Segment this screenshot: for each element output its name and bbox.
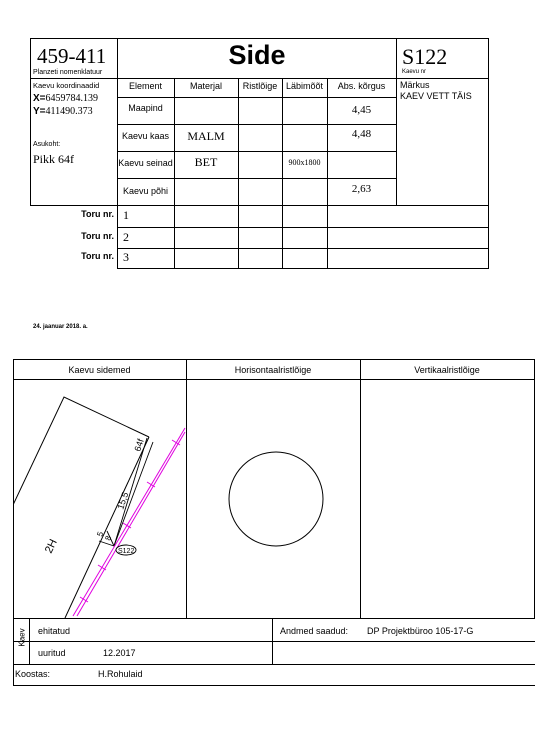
well-connections-sketch (13, 380, 186, 618)
well-tag: S122 (118, 548, 135, 555)
y-value: 411490.373 (45, 106, 93, 117)
surveyed-label: uuritud (38, 648, 66, 658)
x-prefix: X= (33, 93, 46, 104)
notes-label: Märkus (400, 80, 430, 90)
connection-lines (99, 438, 153, 546)
pipe-accent-line (73, 428, 185, 616)
col-cross-section: Ristlõige (242, 81, 278, 91)
col-horizontal-section: Horisontaalristlõige (234, 365, 312, 375)
col-well-connections: Kaevu sidemed (68, 365, 131, 375)
row-element: Kaevu põhi (122, 186, 169, 196)
date: 24. jaanuar 2018. a. (33, 324, 88, 330)
row-element: Kaevu kaas (121, 131, 170, 141)
x-coordinate (33, 93, 98, 104)
row-height: 4,45 (351, 104, 372, 116)
col-element: Element (128, 81, 163, 91)
label-2h: 2H (42, 537, 60, 556)
pipe-label: Toru nr. (81, 209, 114, 219)
location-value: Pikk 64f (33, 152, 75, 166)
page-title: Side (228, 40, 286, 70)
row-element: Kaevu seinad (118, 158, 173, 168)
row-diameter: 900x1800 (288, 158, 321, 167)
col-abs-height: Abs. kõrgus (337, 81, 386, 91)
data-source-label: Andmed saadud: (280, 626, 349, 636)
data-source-value: DP Projektbüroo 105-17-G (367, 626, 474, 636)
well-id-label: Kaevu nr (402, 69, 427, 75)
well-circle (229, 452, 323, 546)
location-label: Asukoht: (33, 141, 61, 148)
row-height: 4,48 (351, 128, 372, 140)
row-material: MALM (187, 129, 225, 143)
dimension-64f: 64f (132, 437, 146, 453)
y-coordinate (33, 106, 93, 117)
nomenclature-number: 459-411 (37, 44, 107, 68)
coords-label: Kaevu koordinaadid (33, 81, 100, 90)
row-height: 2,63 (351, 183, 372, 195)
pipe-number: 3 (123, 250, 129, 264)
x-value: 6459784.139 (45, 93, 99, 104)
row-material: BET (194, 155, 218, 169)
pipe-label: Toru nr. (81, 251, 114, 261)
dimension-5: 5 (95, 530, 106, 538)
dimension-15-5: 15,5 (115, 490, 131, 511)
col-vertical-section: Vertikaalristlõige (414, 365, 480, 375)
well-id: S122 (402, 44, 448, 69)
nomenclature-label: Planzeti nomenklatuur (33, 69, 103, 76)
row-element: Maapind (128, 103, 163, 113)
dimension-8: 8 (103, 534, 114, 542)
pipe-number: 1 (123, 208, 129, 222)
horizontal-section-drawing (187, 380, 360, 618)
author-value: H.Rohulaid (98, 669, 143, 679)
col-diameter: Läbimõõt (285, 81, 324, 91)
author-label: Koostas: (15, 669, 51, 679)
surveyed-date: 12.2017 (103, 648, 136, 658)
y-prefix: Y= (33, 106, 46, 117)
well-vertical-label: Kaev (17, 628, 27, 647)
pipe-label: Toru nr. (81, 231, 114, 241)
notes-value: KAEV VETT TÄIS (400, 91, 472, 101)
col-material: Materjal (189, 81, 222, 91)
pipe-number: 2 (123, 230, 129, 244)
built-label: ehitatud (38, 626, 71, 636)
